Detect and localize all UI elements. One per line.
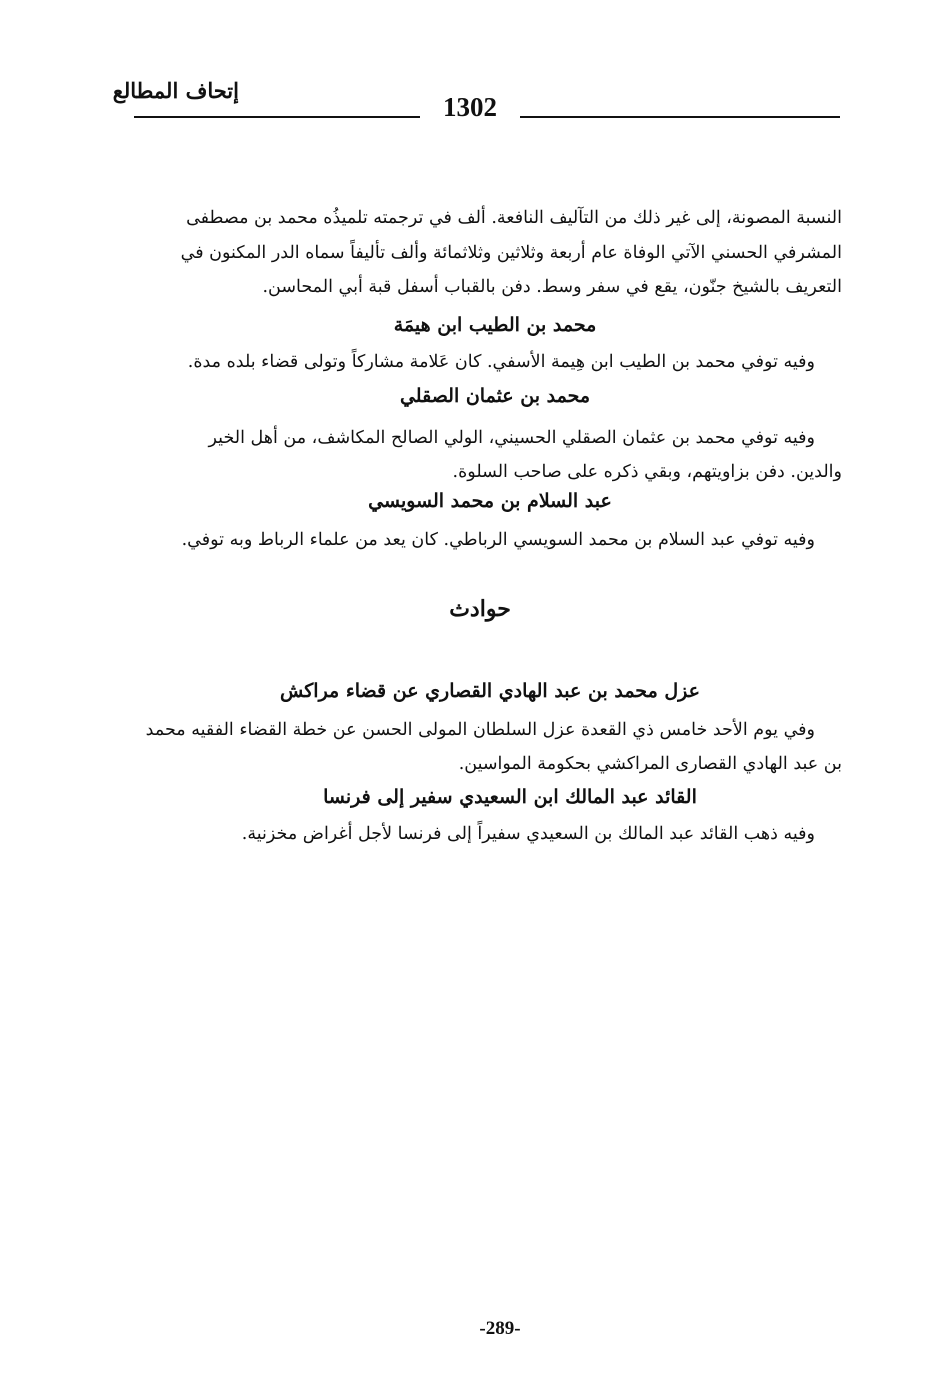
year-heading: 1302 bbox=[443, 92, 497, 122]
event-heading: عزل محمد بن عبد الهادي القصاري عن قضاء مراكش bbox=[280, 680, 700, 702]
entry-heading: محمد بن عثمان الصقلي bbox=[399, 385, 591, 407]
page-number: -289- bbox=[479, 1318, 521, 1339]
entry-heading: محمد بن الطيب ابن هيمَة bbox=[393, 314, 597, 336]
entry-heading: عبد السلام بن محمد السويسي bbox=[368, 490, 612, 512]
header-rule-right bbox=[520, 116, 840, 118]
entry-text: وفيه توفي عبد السلام بن محمد السويسي الرباطي. كان يعد من علماء الرباط وبه توفي. bbox=[181, 530, 815, 550]
event-text: بن عبد الهادي القصارى المراكشي بحكومة المواسين. bbox=[458, 754, 842, 774]
entry-text: والدين. دفن بزاويتهم، وبقي ذكره على صاحب السلوة. bbox=[452, 462, 842, 482]
paragraph-line: المشرفي الحسني الآتي الوفاة عام أربعة وثلاثين وثلاثمائة وألف تأليفاً سماه الدر المكنون في bbox=[180, 243, 842, 263]
running-title: إتحاف المطالع bbox=[112, 78, 239, 103]
header-rule-left bbox=[134, 116, 420, 118]
event-text: وفيه ذهب القائد عبد المالك بن السعيدي سفيراً إلى فرنسا لأجل أغراض مخزنية. bbox=[241, 824, 815, 844]
entry-text: وفيه توفي محمد بن عثمان الصقلي الحسيني، الولي الصالح المكاشف، من أهل الخير bbox=[208, 428, 815, 448]
paragraph-line: التعريف بالشيخ جنّون، يقع في سفر وسط. دفن بالقباب أسفل قبة أبي المحاسن. bbox=[262, 277, 842, 297]
section-title: حوادث bbox=[449, 596, 511, 622]
paragraph-line: النسبة المصونة، إلى غير ذلك من التآليف النافعة. ألف في ترجمته تلميذُه محمد بن مصطفى bbox=[186, 208, 842, 228]
entry-text: وفيه توفي محمد بن الطيب ابن هِيمة الأسفي. كان عَلامة مشاركاً وتولى قضاء بلده مدة. bbox=[187, 352, 815, 372]
event-text: وفي يوم الأحد خامس ذي القعدة عزل السلطان المولى الحسن عن خطة القضاء الفقيه محمد bbox=[145, 720, 815, 740]
event-heading: القائد عبد المالك ابن السعيدي سفير إلى فرنسا bbox=[323, 786, 697, 808]
